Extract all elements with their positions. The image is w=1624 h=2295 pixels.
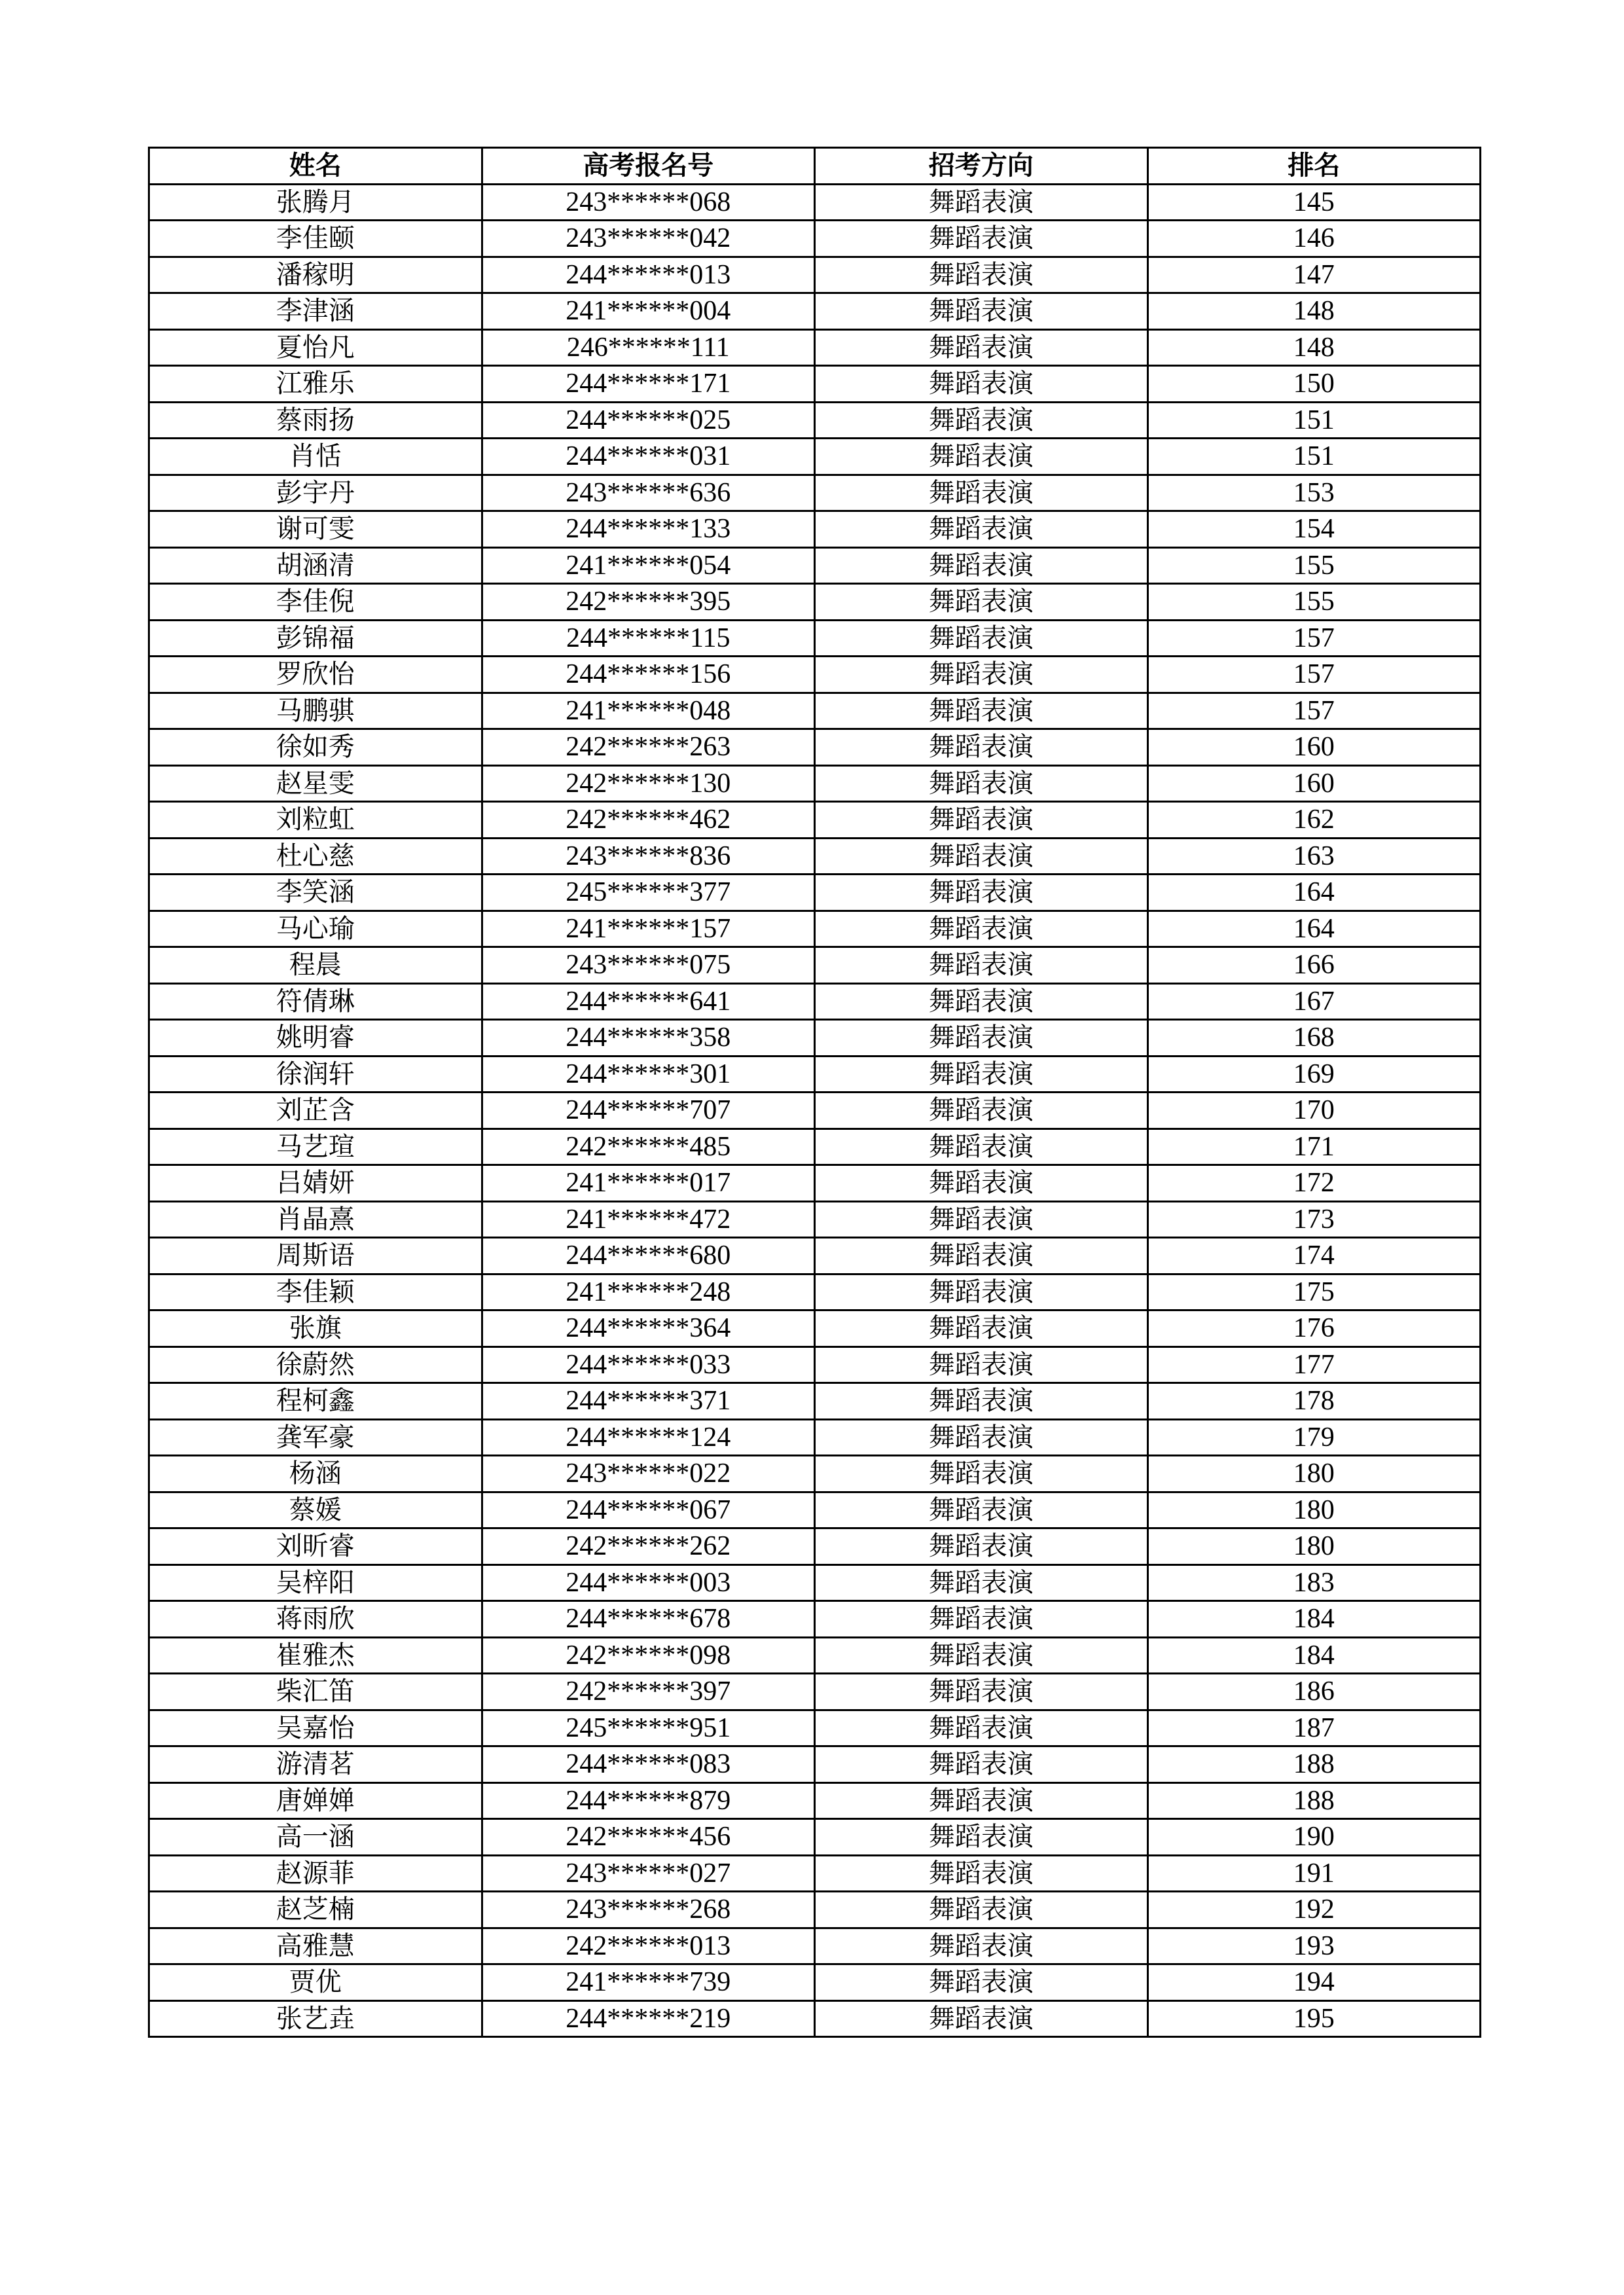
cell-name: 贾优: [149, 1964, 482, 2001]
cell-registration-number: 241******017: [482, 1165, 815, 1202]
cell-name: 谢可雯: [149, 511, 482, 548]
cell-direction: 舞蹈表演: [815, 475, 1148, 511]
cell-direction: 舞蹈表演: [815, 366, 1148, 403]
cell-registration-number: 244******083: [482, 1746, 815, 1783]
cell-rank: 183: [1147, 1564, 1481, 1601]
table-row: [149, 475, 1481, 511]
cell-direction: 舞蹈表演: [815, 1346, 1148, 1383]
cell-direction: 舞蹈表演: [815, 911, 1148, 947]
cell-rank: 184: [1147, 1601, 1481, 1638]
cell-name: 罗欣怡: [149, 657, 482, 693]
cell-direction: 舞蹈表演: [815, 1746, 1148, 1783]
cell-name: 肖晶熹: [149, 1201, 482, 1238]
table-row: [149, 402, 1481, 439]
cell-name: 李津涵: [149, 293, 482, 330]
cell-rank: 168: [1147, 1020, 1481, 1057]
header-direction: 招考方向: [815, 148, 1148, 185]
cell-registration-number: 245******951: [482, 1710, 815, 1746]
cell-direction: 舞蹈表演: [815, 1093, 1148, 1129]
cell-registration-number: 244******013: [482, 257, 815, 293]
cell-rank: 157: [1147, 657, 1481, 693]
cell-name: 蔡雨扬: [149, 402, 482, 439]
cell-registration-number: 242******456: [482, 1819, 815, 1856]
cell-rank: 176: [1147, 1310, 1481, 1347]
cell-direction: 舞蹈表演: [815, 729, 1148, 766]
cell-direction: 舞蹈表演: [815, 1238, 1148, 1274]
table-row: [149, 657, 1481, 693]
cell-direction: 舞蹈表演: [815, 693, 1148, 729]
table-row: [149, 1855, 1481, 1892]
cell-registration-number: 244******678: [482, 1601, 815, 1638]
cell-registration-number: 243******068: [482, 184, 815, 221]
cell-registration-number: 244******133: [482, 511, 815, 548]
cell-name: 李佳颐: [149, 221, 482, 257]
cell-rank: 177: [1147, 1346, 1481, 1383]
table-row: [149, 184, 1481, 221]
cell-name: 高一涵: [149, 1819, 482, 1856]
cell-registration-number: 243******022: [482, 1456, 815, 1492]
cell-name: 徐润轩: [149, 1056, 482, 1093]
cell-rank: 155: [1147, 547, 1481, 584]
cell-registration-number: 242******262: [482, 1528, 815, 1565]
cell-direction: 舞蹈表演: [815, 511, 1148, 548]
cell-name: 潘稼明: [149, 257, 482, 293]
cell-registration-number: 242******130: [482, 765, 815, 802]
table-header-row: [149, 148, 1481, 185]
table-body: [149, 184, 1481, 2037]
table-row: [149, 947, 1481, 984]
cell-name: 张腾月: [149, 184, 482, 221]
table-row: [149, 1564, 1481, 1601]
cell-direction: 舞蹈表演: [815, 1782, 1148, 1819]
cell-rank: 184: [1147, 1637, 1481, 1674]
cell-registration-number: 242******263: [482, 729, 815, 766]
cell-name: 夏怡凡: [149, 329, 482, 366]
cell-registration-number: 244******156: [482, 657, 815, 693]
cell-direction: 舞蹈表演: [815, 1492, 1148, 1528]
table-row: [149, 1637, 1481, 1674]
cell-registration-number: 241******739: [482, 1964, 815, 2001]
cell-direction: 舞蹈表演: [815, 293, 1148, 330]
table-row: [149, 584, 1481, 621]
table-row: [149, 293, 1481, 330]
table-row: [149, 1383, 1481, 1420]
cell-name: 马艺瑄: [149, 1129, 482, 1165]
cell-rank: 192: [1147, 1892, 1481, 1928]
cell-direction: 舞蹈表演: [815, 802, 1148, 839]
table-row: [149, 511, 1481, 548]
table-row: [149, 693, 1481, 729]
cell-rank: 147: [1147, 257, 1481, 293]
cell-name: 彭宇丹: [149, 475, 482, 511]
table-row: [149, 1419, 1481, 1456]
cell-direction: 舞蹈表演: [815, 402, 1148, 439]
table-row: [149, 1274, 1481, 1310]
cell-direction: 舞蹈表演: [815, 1456, 1148, 1492]
cell-registration-number: 243******027: [482, 1855, 815, 1892]
cell-direction: 舞蹈表演: [815, 1310, 1148, 1347]
table-row: [149, 911, 1481, 947]
cell-direction: 舞蹈表演: [815, 875, 1148, 911]
cell-name: 杜心慈: [149, 838, 482, 875]
cell-name: 高雅慧: [149, 1928, 482, 1964]
cell-direction: 舞蹈表演: [815, 184, 1148, 221]
cell-name: 彭锦福: [149, 620, 482, 657]
cell-registration-number: 244******219: [482, 2000, 815, 2037]
table-row: [149, 1020, 1481, 1057]
table-row: [149, 221, 1481, 257]
cell-rank: 180: [1147, 1456, 1481, 1492]
cell-rank: 187: [1147, 1710, 1481, 1746]
cell-registration-number: 244******067: [482, 1492, 815, 1528]
cell-name: 柴汇笛: [149, 1674, 482, 1710]
cell-registration-number: 243******268: [482, 1892, 815, 1928]
cell-registration-number: 243******836: [482, 838, 815, 875]
cell-name: 李佳颖: [149, 1274, 482, 1310]
cell-name: 赵星雯: [149, 765, 482, 802]
cell-registration-number: 244******031: [482, 439, 815, 475]
cell-rank: 150: [1147, 366, 1481, 403]
cell-registration-number: 244******641: [482, 983, 815, 1020]
cell-rank: 188: [1147, 1782, 1481, 1819]
cell-rank: 146: [1147, 221, 1481, 257]
cell-rank: 164: [1147, 911, 1481, 947]
cell-name: 符倩琳: [149, 983, 482, 1020]
cell-direction: 舞蹈表演: [815, 1855, 1148, 1892]
cell-registration-number: 244******115: [482, 620, 815, 657]
cell-name: 马心瑜: [149, 911, 482, 947]
cell-registration-number: 242******462: [482, 802, 815, 839]
cell-registration-number: 242******098: [482, 1637, 815, 1674]
cell-registration-number: 244******707: [482, 1093, 815, 1129]
table-row: [149, 765, 1481, 802]
cell-name: 徐如秀: [149, 729, 482, 766]
ranking-table: [148, 147, 1481, 2038]
table-row: [149, 547, 1481, 584]
cell-rank: 170: [1147, 1093, 1481, 1129]
cell-rank: 169: [1147, 1056, 1481, 1093]
cell-direction: 舞蹈表演: [815, 221, 1148, 257]
table-row: [149, 1928, 1481, 1964]
cell-name: 唐婵婵: [149, 1782, 482, 1819]
table-row: [149, 1456, 1481, 1492]
table-row: [149, 1528, 1481, 1565]
cell-name: 姚明睿: [149, 1020, 482, 1057]
cell-rank: 188: [1147, 1746, 1481, 1783]
cell-direction: 舞蹈表演: [815, 1020, 1148, 1057]
cell-name: 江雅乐: [149, 366, 482, 403]
cell-direction: 舞蹈表演: [815, 1274, 1148, 1310]
cell-name: 马鹏骐: [149, 693, 482, 729]
cell-name: 蒋雨欣: [149, 1601, 482, 1638]
table-row: [149, 1165, 1481, 1202]
table-row: [149, 1819, 1481, 1856]
cell-direction: 舞蹈表演: [815, 1129, 1148, 1165]
cell-registration-number: 244******003: [482, 1564, 815, 1601]
table-row: [149, 439, 1481, 475]
cell-rank: 164: [1147, 875, 1481, 911]
cell-rank: 145: [1147, 184, 1481, 221]
cell-direction: 舞蹈表演: [815, 765, 1148, 802]
cell-name: 程柯鑫: [149, 1383, 482, 1420]
cell-registration-number: 244******025: [482, 402, 815, 439]
cell-rank: 160: [1147, 729, 1481, 766]
cell-name: 赵芝楠: [149, 1892, 482, 1928]
cell-rank: 172: [1147, 1165, 1481, 1202]
cell-rank: 163: [1147, 838, 1481, 875]
cell-rank: 175: [1147, 1274, 1481, 1310]
cell-registration-number: 244******171: [482, 366, 815, 403]
cell-direction: 舞蹈表演: [815, 439, 1148, 475]
cell-direction: 舞蹈表演: [815, 1201, 1148, 1238]
table-row: [149, 875, 1481, 911]
cell-rank: 174: [1147, 1238, 1481, 1274]
cell-direction: 舞蹈表演: [815, 1601, 1148, 1638]
cell-direction: 舞蹈表演: [815, 1710, 1148, 1746]
cell-registration-number: 242******397: [482, 1674, 815, 1710]
cell-name: 蔡媛: [149, 1492, 482, 1528]
cell-direction: 舞蹈表演: [815, 838, 1148, 875]
cell-name: 崔雅杰: [149, 1637, 482, 1674]
cell-registration-number: 244******364: [482, 1310, 815, 1347]
cell-direction: 舞蹈表演: [815, 1383, 1148, 1420]
cell-registration-number: 241******472: [482, 1201, 815, 1238]
cell-registration-number: 244******371: [482, 1383, 815, 1420]
table-row: [149, 1710, 1481, 1746]
cell-registration-number: 241******248: [482, 1274, 815, 1310]
cell-rank: 155: [1147, 584, 1481, 621]
cell-registration-number: 241******054: [482, 547, 815, 584]
cell-name: 徐蔚然: [149, 1346, 482, 1383]
table-row: [149, 1093, 1481, 1129]
cell-direction: 舞蹈表演: [815, 1419, 1148, 1456]
table-row: [149, 838, 1481, 875]
cell-direction: 舞蹈表演: [815, 329, 1148, 366]
table-row: [149, 1601, 1481, 1638]
cell-direction: 舞蹈表演: [815, 584, 1148, 621]
cell-direction: 舞蹈表演: [815, 1528, 1148, 1565]
cell-registration-number: 241******157: [482, 911, 815, 947]
cell-name: 李笑涵: [149, 875, 482, 911]
cell-rank: 191: [1147, 1855, 1481, 1892]
table-row: [149, 1964, 1481, 2001]
table-row: [149, 620, 1481, 657]
cell-direction: 舞蹈表演: [815, 1964, 1148, 2001]
table-row: [149, 1129, 1481, 1165]
cell-direction: 舞蹈表演: [815, 2000, 1148, 2037]
cell-name: 游清茗: [149, 1746, 482, 1783]
cell-registration-number: 243******075: [482, 947, 815, 984]
table-row: [149, 1201, 1481, 1238]
header-registration-number: 高考报名号: [482, 148, 815, 185]
cell-name: 吴嘉怡: [149, 1710, 482, 1746]
cell-registration-number: 244******358: [482, 1020, 815, 1057]
cell-registration-number: 242******013: [482, 1928, 815, 1964]
cell-rank: 151: [1147, 402, 1481, 439]
cell-direction: 舞蹈表演: [815, 620, 1148, 657]
header-name: 姓名: [149, 148, 482, 185]
cell-registration-number: 241******004: [482, 293, 815, 330]
cell-direction: 舞蹈表演: [815, 947, 1148, 984]
table-row: [149, 1892, 1481, 1928]
cell-direction: 舞蹈表演: [815, 1056, 1148, 1093]
table-row: [149, 983, 1481, 1020]
cell-rank: 171: [1147, 1129, 1481, 1165]
cell-rank: 148: [1147, 329, 1481, 366]
cell-rank: 179: [1147, 1419, 1481, 1456]
table-row: [149, 2000, 1481, 2037]
cell-rank: 157: [1147, 620, 1481, 657]
cell-rank: 173: [1147, 1201, 1481, 1238]
cell-name: 吕婧妍: [149, 1165, 482, 1202]
cell-registration-number: 243******042: [482, 221, 815, 257]
cell-rank: 162: [1147, 802, 1481, 839]
table-row: [149, 1238, 1481, 1274]
cell-rank: 160: [1147, 765, 1481, 802]
cell-rank: 180: [1147, 1528, 1481, 1565]
table-row: [149, 257, 1481, 293]
cell-name: 李佳倪: [149, 584, 482, 621]
table-row: [149, 1746, 1481, 1783]
cell-registration-number: 245******377: [482, 875, 815, 911]
cell-direction: 舞蹈表演: [815, 1819, 1148, 1856]
cell-rank: 148: [1147, 293, 1481, 330]
cell-direction: 舞蹈表演: [815, 547, 1148, 584]
cell-direction: 舞蹈表演: [815, 1892, 1148, 1928]
cell-name: 周斯语: [149, 1238, 482, 1274]
cell-name: 赵源菲: [149, 1855, 482, 1892]
cell-registration-number: 244******033: [482, 1346, 815, 1383]
cell-name: 张艺垚: [149, 2000, 482, 2037]
table-row: [149, 1782, 1481, 1819]
cell-direction: 舞蹈表演: [815, 1165, 1148, 1202]
cell-direction: 舞蹈表演: [815, 657, 1148, 693]
cell-name: 胡涵清: [149, 547, 482, 584]
cell-rank: 151: [1147, 439, 1481, 475]
header-rank: 排名: [1147, 148, 1481, 185]
cell-registration-number: 241******048: [482, 693, 815, 729]
cell-registration-number: 244******124: [482, 1419, 815, 1456]
cell-rank: 186: [1147, 1674, 1481, 1710]
cell-direction: 舞蹈表演: [815, 1564, 1148, 1601]
cell-rank: 194: [1147, 1964, 1481, 2001]
cell-name: 刘芷含: [149, 1093, 482, 1129]
cell-registration-number: 246******111: [482, 329, 815, 366]
table-row: [149, 1674, 1481, 1710]
cell-registration-number: 244******879: [482, 1782, 815, 1819]
cell-name: 刘昕睿: [149, 1528, 482, 1565]
cell-name: 程晨: [149, 947, 482, 984]
cell-rank: 154: [1147, 511, 1481, 548]
table-row: [149, 729, 1481, 766]
cell-rank: 190: [1147, 1819, 1481, 1856]
table-row: [149, 329, 1481, 366]
cell-registration-number: 244******680: [482, 1238, 815, 1274]
cell-rank: 157: [1147, 693, 1481, 729]
cell-registration-number: 243******636: [482, 475, 815, 511]
cell-rank: 195: [1147, 2000, 1481, 2037]
cell-name: 刘粒虹: [149, 802, 482, 839]
cell-direction: 舞蹈表演: [815, 1928, 1148, 1964]
cell-name: 吴梓阳: [149, 1564, 482, 1601]
table-row: [149, 1492, 1481, 1528]
table-row: [149, 1056, 1481, 1093]
cell-direction: 舞蹈表演: [815, 257, 1148, 293]
cell-name: 张旗: [149, 1310, 482, 1347]
table-row: [149, 366, 1481, 403]
table-row: [149, 1310, 1481, 1347]
cell-direction: 舞蹈表演: [815, 983, 1148, 1020]
cell-rank: 193: [1147, 1928, 1481, 1964]
cell-direction: 舞蹈表演: [815, 1637, 1148, 1674]
table-row: [149, 802, 1481, 839]
cell-rank: 178: [1147, 1383, 1481, 1420]
cell-name: 龚军豪: [149, 1419, 482, 1456]
table-row: [149, 1346, 1481, 1383]
cell-registration-number: 244******301: [482, 1056, 815, 1093]
cell-rank: 180: [1147, 1492, 1481, 1528]
cell-rank: 166: [1147, 947, 1481, 984]
cell-direction: 舞蹈表演: [815, 1674, 1148, 1710]
cell-name: 肖恬: [149, 439, 482, 475]
cell-registration-number: 242******395: [482, 584, 815, 621]
cell-registration-number: 242******485: [482, 1129, 815, 1165]
cell-rank: 167: [1147, 983, 1481, 1020]
cell-rank: 153: [1147, 475, 1481, 511]
cell-name: 杨涵: [149, 1456, 482, 1492]
